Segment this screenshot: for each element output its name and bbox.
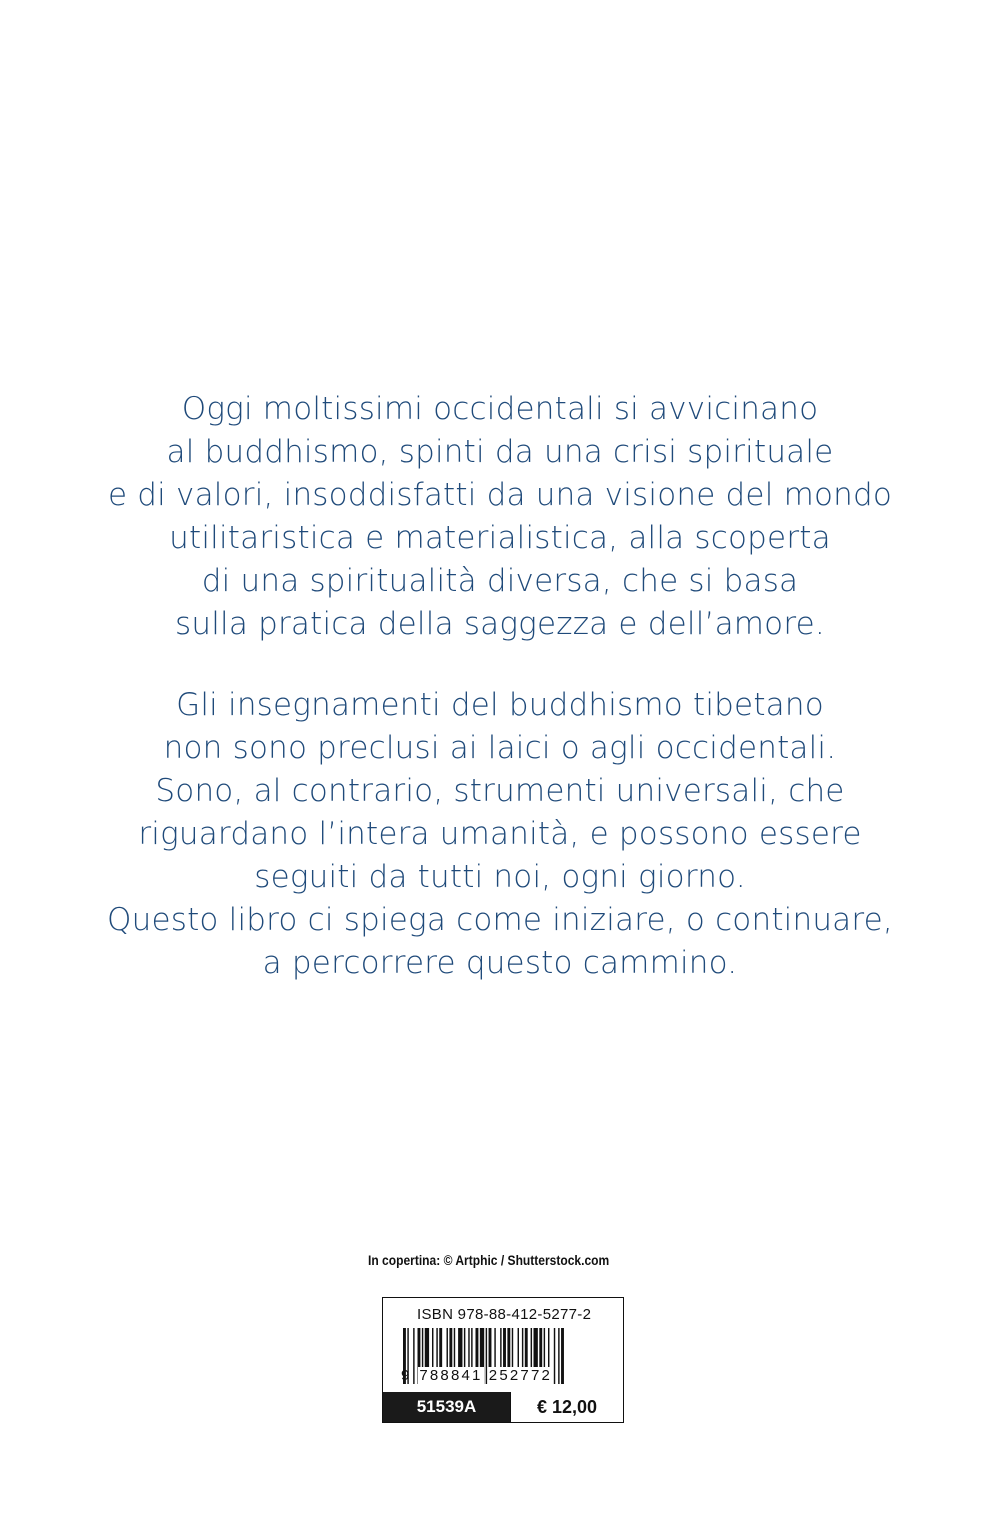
blurb-line: Gli insegnamenti del buddhismo tibetano xyxy=(176,687,824,723)
blurb-line: utilitaristica e materialistica, alla scoperta xyxy=(169,520,831,556)
product-code: 51539A xyxy=(383,1392,510,1422)
price-row xyxy=(383,1392,623,1422)
barcode-digit-group-right: 252772 xyxy=(488,1367,553,1384)
barcode-block xyxy=(382,1297,624,1423)
blurb-line: riguardano l’intera umanità, e possono essere xyxy=(138,816,862,852)
blurb-line: a percorrere questo cammino. xyxy=(262,945,738,981)
blurb-paragraph-1 xyxy=(0,388,1000,646)
barcode-digits xyxy=(401,1367,553,1384)
barcode-bar xyxy=(554,1328,555,1384)
barcode-bar xyxy=(561,1328,564,1384)
isbn-label: ISBN 978-88-412-5277-2 xyxy=(417,1306,592,1323)
barcode-bar xyxy=(558,1328,559,1384)
blurb-line: Sono, al contrario, strumenti universali, che xyxy=(155,773,845,809)
cover-credit: In copertina: © Artphic / Shutterstock.com xyxy=(368,1252,610,1268)
barcode-digit-prefix: 9 xyxy=(401,1367,410,1384)
barcode-digit-group-left: 788841 xyxy=(419,1367,483,1384)
blurb-line: non sono preclusi ai laici o agli occidentali. xyxy=(163,730,837,766)
blurb-line: Oggi moltissimi occidentali si avvicinano xyxy=(181,391,819,427)
blurb-line: e di valori, insoddisfatti da una visione del mondo xyxy=(107,477,893,513)
blurb-paragraph-2 xyxy=(0,684,1000,985)
blurb-line: sulla pratica della saggezza e dell’amore. xyxy=(175,606,825,642)
blurb-line: al buddhismo, spinti da una crisi spirituale xyxy=(166,434,834,470)
blurb-line: di una spiritualità diversa, che si basa xyxy=(201,563,799,599)
blurb-line: seguiti da tutti noi, ogni giorno. xyxy=(254,859,746,895)
price-label: € 12,00 xyxy=(510,1392,623,1422)
blurb-line: Questo libro ci spiega come iniziare, o continuare, xyxy=(107,902,893,938)
